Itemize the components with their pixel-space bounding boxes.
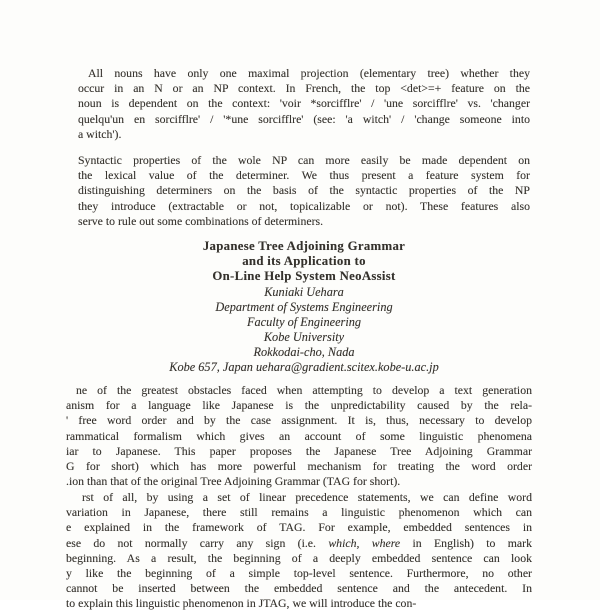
text-line: noun is dependent on the context: 'voir *sorcifflre' / 'une sorcifflre' vs. 'changer <box>78 96 530 111</box>
text-line: quelqu'un en sorcifflre' / '*une sorcifflre' (see: 'a witch' / 'change someone into <box>78 111 530 126</box>
text-line: distinguishing determiners on the basis of the syntactic properties of the NP <box>78 183 530 198</box>
text-line: occur in an N or an NP context. In French, the top <det>=+ feature on the <box>78 81 530 96</box>
paragraph-syntactic <box>78 153 530 229</box>
text-line: cannot be inserted between the embedded sentence and the antecedent. In <box>66 581 532 596</box>
text-segment-italic: which, where <box>328 535 401 550</box>
text-line: All nouns have only one maximal projection (elementary tree) whether they <box>88 66 530 80</box>
text-line-clipped: to explain this linguistic phenomenon in JTAG, we will introduce the con- <box>66 596 417 611</box>
text-line: they introduce (extractable or not, topicalizable or not). These features also <box>78 198 530 213</box>
text-line <box>66 536 532 551</box>
paragraph-nouns <box>78 66 530 142</box>
text-segment: in English) to mark <box>400 535 532 550</box>
affiliation-line: Kobe University <box>263 329 345 344</box>
text-line: y like the beginning of a simple top-level sentence. Furthermore, no other <box>66 566 532 581</box>
text-line: beginning. As a result, the beginning of a deeply embedded sentence can look <box>66 550 532 565</box>
affiliation-contact-line: Kobe 657, Japan uehara@gradient.scitex.kobe-u.ac.jp <box>169 360 439 375</box>
paper-title-line: and its Application to <box>242 254 366 269</box>
text-line: e explained in the framework of TAG. For example, embedded sentences in <box>66 520 532 535</box>
affiliation-line: Department of Systems Engineering <box>215 299 393 314</box>
text-line: variation in Japanese, there still remains a linguistic phenomenon which can <box>66 505 532 520</box>
text-line: the lexical value of the determiner. We thus present a feature system for <box>78 168 530 183</box>
text-line: iar to Japanese. This paper proposes the Japanese Tree Adjoining Grammar <box>66 443 532 458</box>
text-line: ' free word order and by the case assignment. It is, thus, necessary to develop <box>66 413 532 428</box>
author-name: Kuniaki Uehara <box>264 284 344 299</box>
affiliation-line: Faculty of Engineering <box>246 314 362 329</box>
affiliation-line: Rokkodai-cho, Nada <box>253 344 355 359</box>
paragraph-word-order <box>66 490 532 612</box>
text-line: anism for a language like Japanese is the unpredictability caused by the rela- <box>66 398 532 413</box>
text-line: rammatical formalism which gives an account of some linguistic phenomena <box>66 428 532 443</box>
text-line: ne of the greatest obstacles faced when attempting to develop a text generation <box>76 383 532 397</box>
paper-title-line: Japanese Tree Adjoining Grammar <box>202 239 406 253</box>
text-line: .ion than that of the original Tree Adjoining Grammar (TAG for short). <box>66 474 401 489</box>
text-line: a witch'). <box>78 126 122 141</box>
text-line: rst of all, by using a set of linear precedence statements, we can define word <box>82 490 532 504</box>
paragraph-obstacles <box>66 383 532 489</box>
text-line: Syntactic properties of the wole NP can more easily be made dependent on <box>78 153 530 167</box>
text-line: G for short) which has more powerful mechanism for treating the word order <box>66 459 532 474</box>
text-segment: ese do not normally carry any sign (i.e. <box>66 535 329 550</box>
paper-title-block <box>74 239 534 375</box>
paper-title-line: On-Line Help System NeoAssist <box>212 269 396 284</box>
text-line: serve to rule out some combinations of determiners. <box>78 213 324 228</box>
